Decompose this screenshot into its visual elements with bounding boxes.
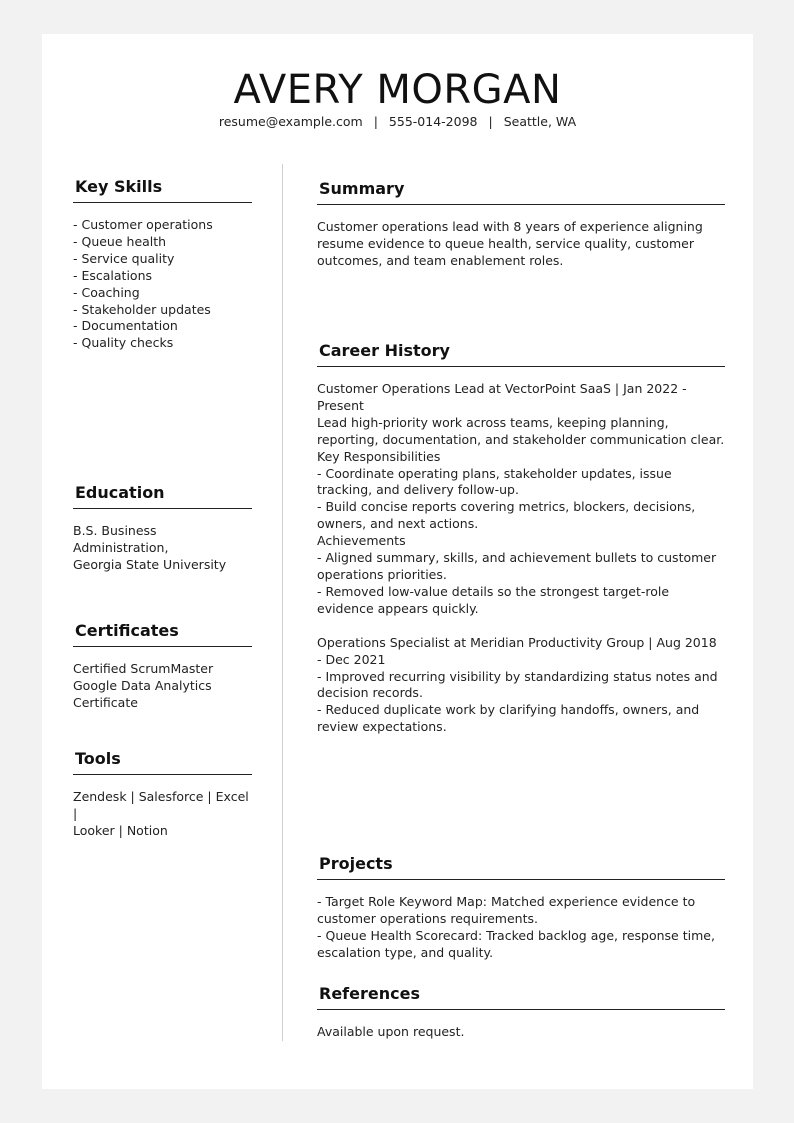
key-skills-title: Key Skills [73, 177, 252, 203]
career-history-body [317, 381, 725, 736]
summary-text: Customer operations lead with 8 years of experience aligning resume evidence to queue health, service quality, customer outcomes, and team enablement roles. [317, 219, 703, 268]
projects-title: Projects [317, 854, 725, 880]
job-spacer [317, 618, 725, 635]
certificate-line: Certificate [73, 694, 138, 710]
tools-body [73, 789, 252, 840]
achievements-label: Achievements [317, 533, 406, 549]
contact-email: resume@example.com [218, 114, 363, 129]
project-item: - Queue Health Scorecard: Tracked backlog age, response time, escalation type, and quality. [317, 927, 715, 960]
key-skills-list [73, 217, 252, 352]
resume-page [42, 34, 753, 1089]
job-bullet: - Improved recurring visibility by standardizing status notes and decision records. [317, 668, 718, 701]
contact-separator: | [488, 114, 493, 129]
column-divider [282, 164, 283, 1041]
skill-item: - Coaching [73, 284, 140, 300]
skill-item: - Queue health [73, 233, 167, 249]
tools-line: Zendesk | Salesforce | Excel | [73, 789, 249, 821]
skill-item: - Documentation [73, 318, 178, 334]
summary-section [317, 179, 725, 270]
projects-body [317, 894, 725, 962]
job-heading: Operations Specialist at Meridian Productivity Group | Aug 2018 - Dec 2021 [317, 634, 717, 667]
responsibilities-label: Key Responsibilities [317, 448, 441, 464]
projects-section [317, 854, 725, 962]
responsibility-item: - Build concise reports covering metrics, blockers, decisions, owners, and next actions. [317, 499, 696, 532]
references-text: Available upon request. [317, 1024, 465, 1039]
certificates-section [73, 621, 252, 712]
job-heading: Customer Operations Lead at VectorPoint SaaS | Jan 2022 - Present [317, 381, 687, 413]
skill-item: - Service quality [73, 250, 175, 266]
contact-location: Seattle, WA [503, 114, 577, 129]
achievement-item: - Aligned summary, skills, and achievement bullets to customer operations priorities. [317, 550, 717, 582]
education-section [73, 483, 252, 574]
certificates-title: Certificates [73, 621, 252, 647]
education-line: B.S. Business Administration, [73, 523, 169, 555]
contact-phone: 555-014-2098 [388, 114, 478, 129]
key-skills-section [73, 177, 252, 352]
contact-separator: | [373, 114, 378, 129]
summary-title: Summary [317, 179, 725, 205]
project-item: - Target Role Keyword Map: Matched experience evidence to customer operations requirements. [317, 894, 696, 926]
references-section [317, 984, 725, 1041]
job-bullet: - Reduced duplicate work by clarifying handoffs, owners, and review expectations. [317, 702, 700, 735]
career-history-section [317, 341, 725, 736]
responsibility-item: - Coordinate operating plans, stakeholder updates, issue tracking, and delivery follow-up. [317, 465, 672, 498]
career-history-title: Career History [317, 341, 725, 367]
skill-item: - Stakeholder updates [73, 301, 211, 317]
certificate-line: Certified ScrumMaster [73, 661, 214, 676]
tools-line: Looker | Notion [73, 822, 168, 838]
contact-line [42, 114, 753, 130]
skill-item: - Escalations [73, 267, 153, 283]
education-line: Georgia State University [73, 556, 227, 572]
job-intro: Lead high-priority work across teams, keeping planning, reporting, documentation, and stakeholder communication clear. [317, 414, 725, 447]
skill-item: - Customer operations [73, 217, 213, 232]
tools-section [73, 749, 252, 840]
education-body [73, 523, 252, 574]
tools-title: Tools [73, 749, 252, 775]
references-title: References [317, 984, 725, 1010]
skill-item: - Quality checks [73, 335, 174, 351]
candidate-name: AVERY MORGAN [233, 67, 562, 113]
education-title: Education [73, 483, 252, 509]
certificate-line: Google Data Analytics [73, 677, 212, 693]
certificates-body [73, 661, 252, 712]
achievement-item: - Removed low-value details so the strongest target-role evidence appears quickly. [317, 583, 670, 616]
